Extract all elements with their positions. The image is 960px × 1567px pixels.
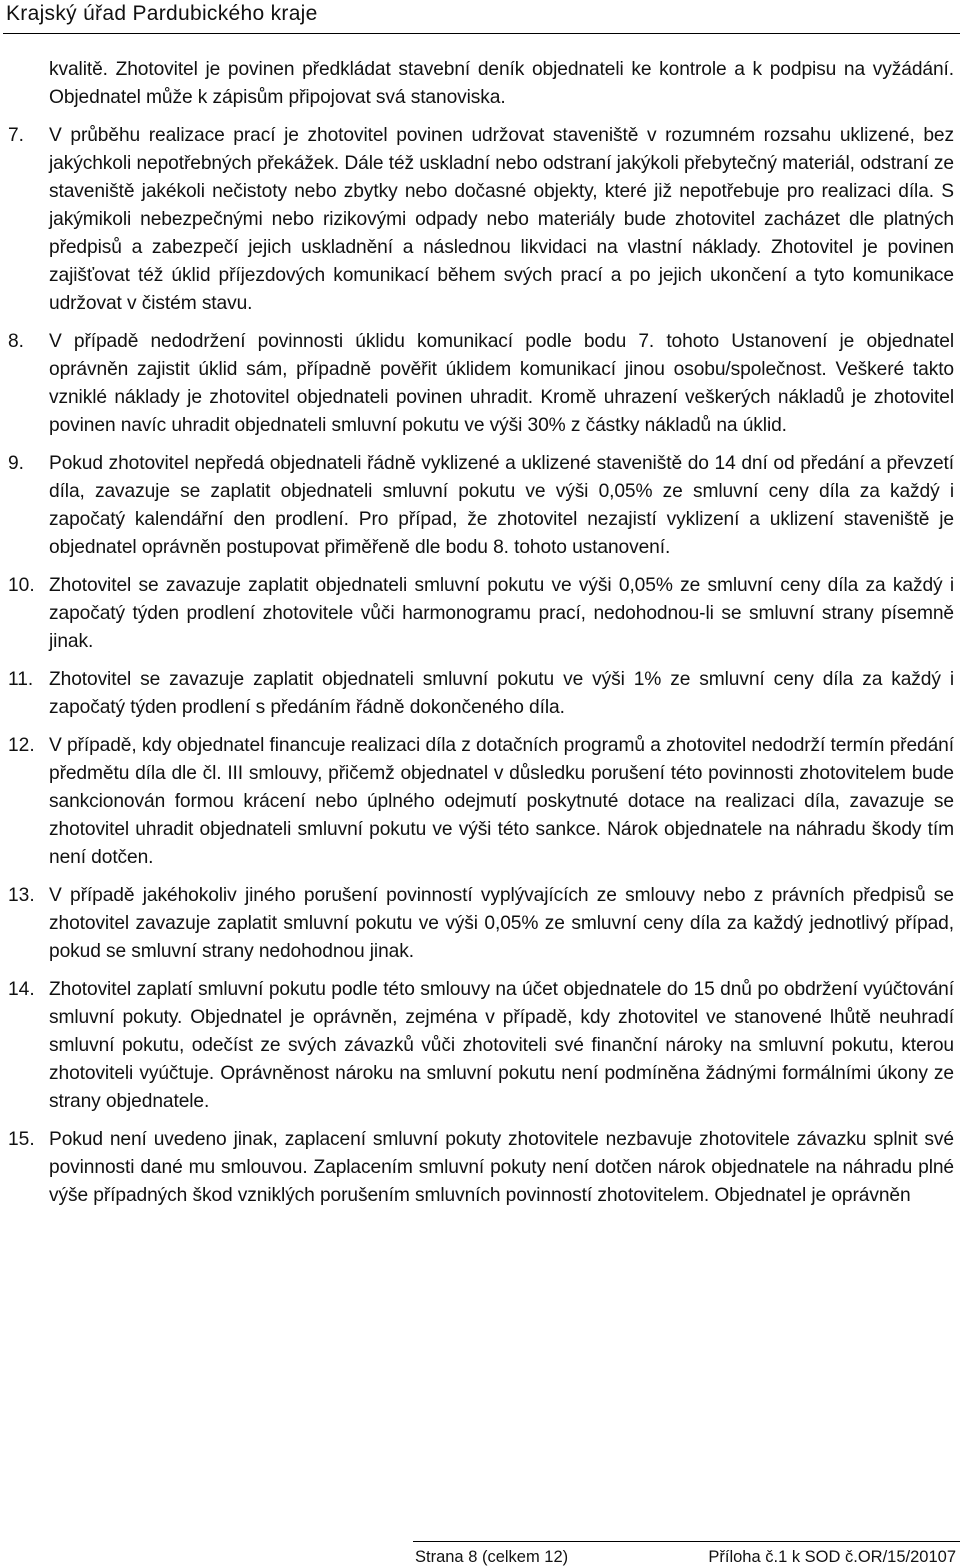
clause-text: V případě nedodržení povinnosti úklidu komunikací podle bodu 7. tohoto Ustanovení je objednatel oprávněn zajistit úklid sám, případně pověřit úklidem komunikací jinou osobu/společnost. Veškeré takto vzniklé náklady je zhotovitel objednateli povinen uhradit. Kromě uhrazení veškerých nákladů je zhotovitel povinen navíc uhradit objednateli smluvní pokutu ve výši 30% z částky nákladů na úklid.	[49, 331, 954, 436]
page-footer	[413, 1541, 960, 1566]
intro-paragraph	[0, 56, 960, 112]
page-number: Strana 8 (celkem 12)	[415, 1548, 569, 1566]
header-title: Krajský úřad Pardubického kraje	[6, 2, 318, 25]
clause-7	[0, 122, 960, 318]
clause-number: 7.	[8, 125, 25, 146]
clause-number: 11.	[8, 669, 34, 690]
document-body	[0, 56, 960, 1210]
clause-number: 13.	[8, 885, 35, 906]
clause-number: 15.	[8, 1129, 35, 1150]
clause-number: 9.	[8, 453, 25, 474]
clause-15	[0, 1126, 960, 1210]
clause-number: 12.	[8, 735, 35, 756]
clause-text: V případě, kdy objednatel financuje realizaci díla z dotačních programů a zhotovitel nedodrží termín předání předmětu díla dle čl. III smlouvy, přičemž objednatel v důsledku porušení této povinnosti zhotovitelem bude sankcionován formou krácení nebo úplného odejmutí poskytnuté dotace na realizaci díla, zavazuje se zhotovitel uhradit objednateli smluvní pokutu ve výši této sankce. Nárok objednatele na náhradu škody tím není dotčen.	[49, 735, 954, 868]
clause-text: V průběhu realizace prací je zhotovitel povinen udržovat staveniště v rozumném rozsahu uklizené, bez jakýchkoli nepotřebných překážek. Dále též uskladní nebo odstraní jakýkoli přebytečný materiál, odstraní ze staveniště jakékoli nečistoty nebo zbytky nebo dočasné objekty, které již nepotřebuje pro realizaci díla. S jakýmikoli nebezpečnými nebo rizikovými odpady nebo materiály bude zhotovitel zacházet dle platných předpisů a zabezpečí jejich uskladnění a následnou likvidaci na vlastní náklady. Zhotovitel je povinen zajišťovat též úklid příjezdových komunikací během svých prací a po jejich ukončení a tyto komunikace udržovat v čistém stavu.	[49, 125, 954, 314]
clause-text: V případě jakéhokoliv jiného porušení povinností vyplývajících ze smlouvy nebo z právních předpisů se zhotovitel zavazuje zaplatit smluvní pokutu ve výši 0,05% ze smluvní ceny díla za každý jednotlivý případ, pokud se smluvní strany nedohodnou jinak.	[49, 885, 954, 962]
page-header	[3, 0, 960, 34]
clause-11	[0, 666, 960, 722]
clause-number: 14.	[8, 979, 35, 1000]
clause-10	[0, 572, 960, 656]
document-reference: Příloha č.1 k SOD č.OR/15/20107	[708, 1548, 956, 1566]
clause-text: Zhotovitel se zavazuje zaplatit objednateli smluvní pokutu ve výši 1% ze smluvní ceny díla za každý i započatý týden prodlení s předáním řádně dokončeného díla.	[49, 669, 954, 718]
clause-8	[0, 328, 960, 440]
clause-text: Pokud zhotovitel nepředá objednateli řádně vyklizené a uklizené staveniště do 14 dní od předání a převzetí díla, zavazuje se zaplatit objednateli smluvní pokutu ve výši 0,05% ze smluvní ceny díla za každý i započatý kalendářní den prodlení. Pro případ, že zhotovitel nezajistí vyklizení a uklizení staveniště je objednatel oprávněn postupovat přiměřeně dle bodu 8. tohoto ustanovení.	[49, 453, 954, 558]
clause-text: Pokud není uvedeno jinak, zaplacení smluvní pokuty zhotovitele nezbavuje zhotovitele závazku splnit své povinnosti dané mu smlouvou. Zaplacením smluvní pokuty není dotčen nárok objednatele na náhradu plné výše případných škod vzniklých porušením smluvních povinností zhotovitelem. Objednatel je oprávněn	[49, 1129, 954, 1206]
clause-number: 8.	[8, 331, 25, 352]
clause-text: Zhotovitel se zavazuje zaplatit objednateli smluvní pokutu ve výši 0,05% ze smluvní ceny díla za každý i započatý týden prodlení zhotovitele vůči harmonogramu prací, nedohodnou-li se smluvní strany písemně jinak.	[49, 575, 954, 652]
intro-text: kvalitě. Zhotovitel je povinen předkládat stavební deník objednateli ke kontrole a k podpisu na vyžádání. Objednatel může k zápisům připojovat svá stanoviska.	[49, 59, 954, 108]
clause-number: 10.	[8, 575, 35, 596]
clause-text: Zhotovitel zaplatí smluvní pokutu podle této smlouvy na účet objednatele do 15 dnů po obdržení vyúčtování smluvní pokuty. Objednatel je oprávněn, zejména v případě, kdy zhotovitel ve stanovené lhůtě neuhradí smluvní pokutu, odečíst ze svých závazků vůči zhotoviteli své finanční nároky na smluvní pokutu, kterou zhotoviteli vyúčtuje. Oprávněnost nároku na smluvní pokutu není podmíněna žádnými formálními úkony ze strany objednatele.	[49, 979, 954, 1112]
clause-13	[0, 882, 960, 966]
clause-14	[0, 976, 960, 1116]
clause-9	[0, 450, 960, 562]
clause-12	[0, 732, 960, 872]
